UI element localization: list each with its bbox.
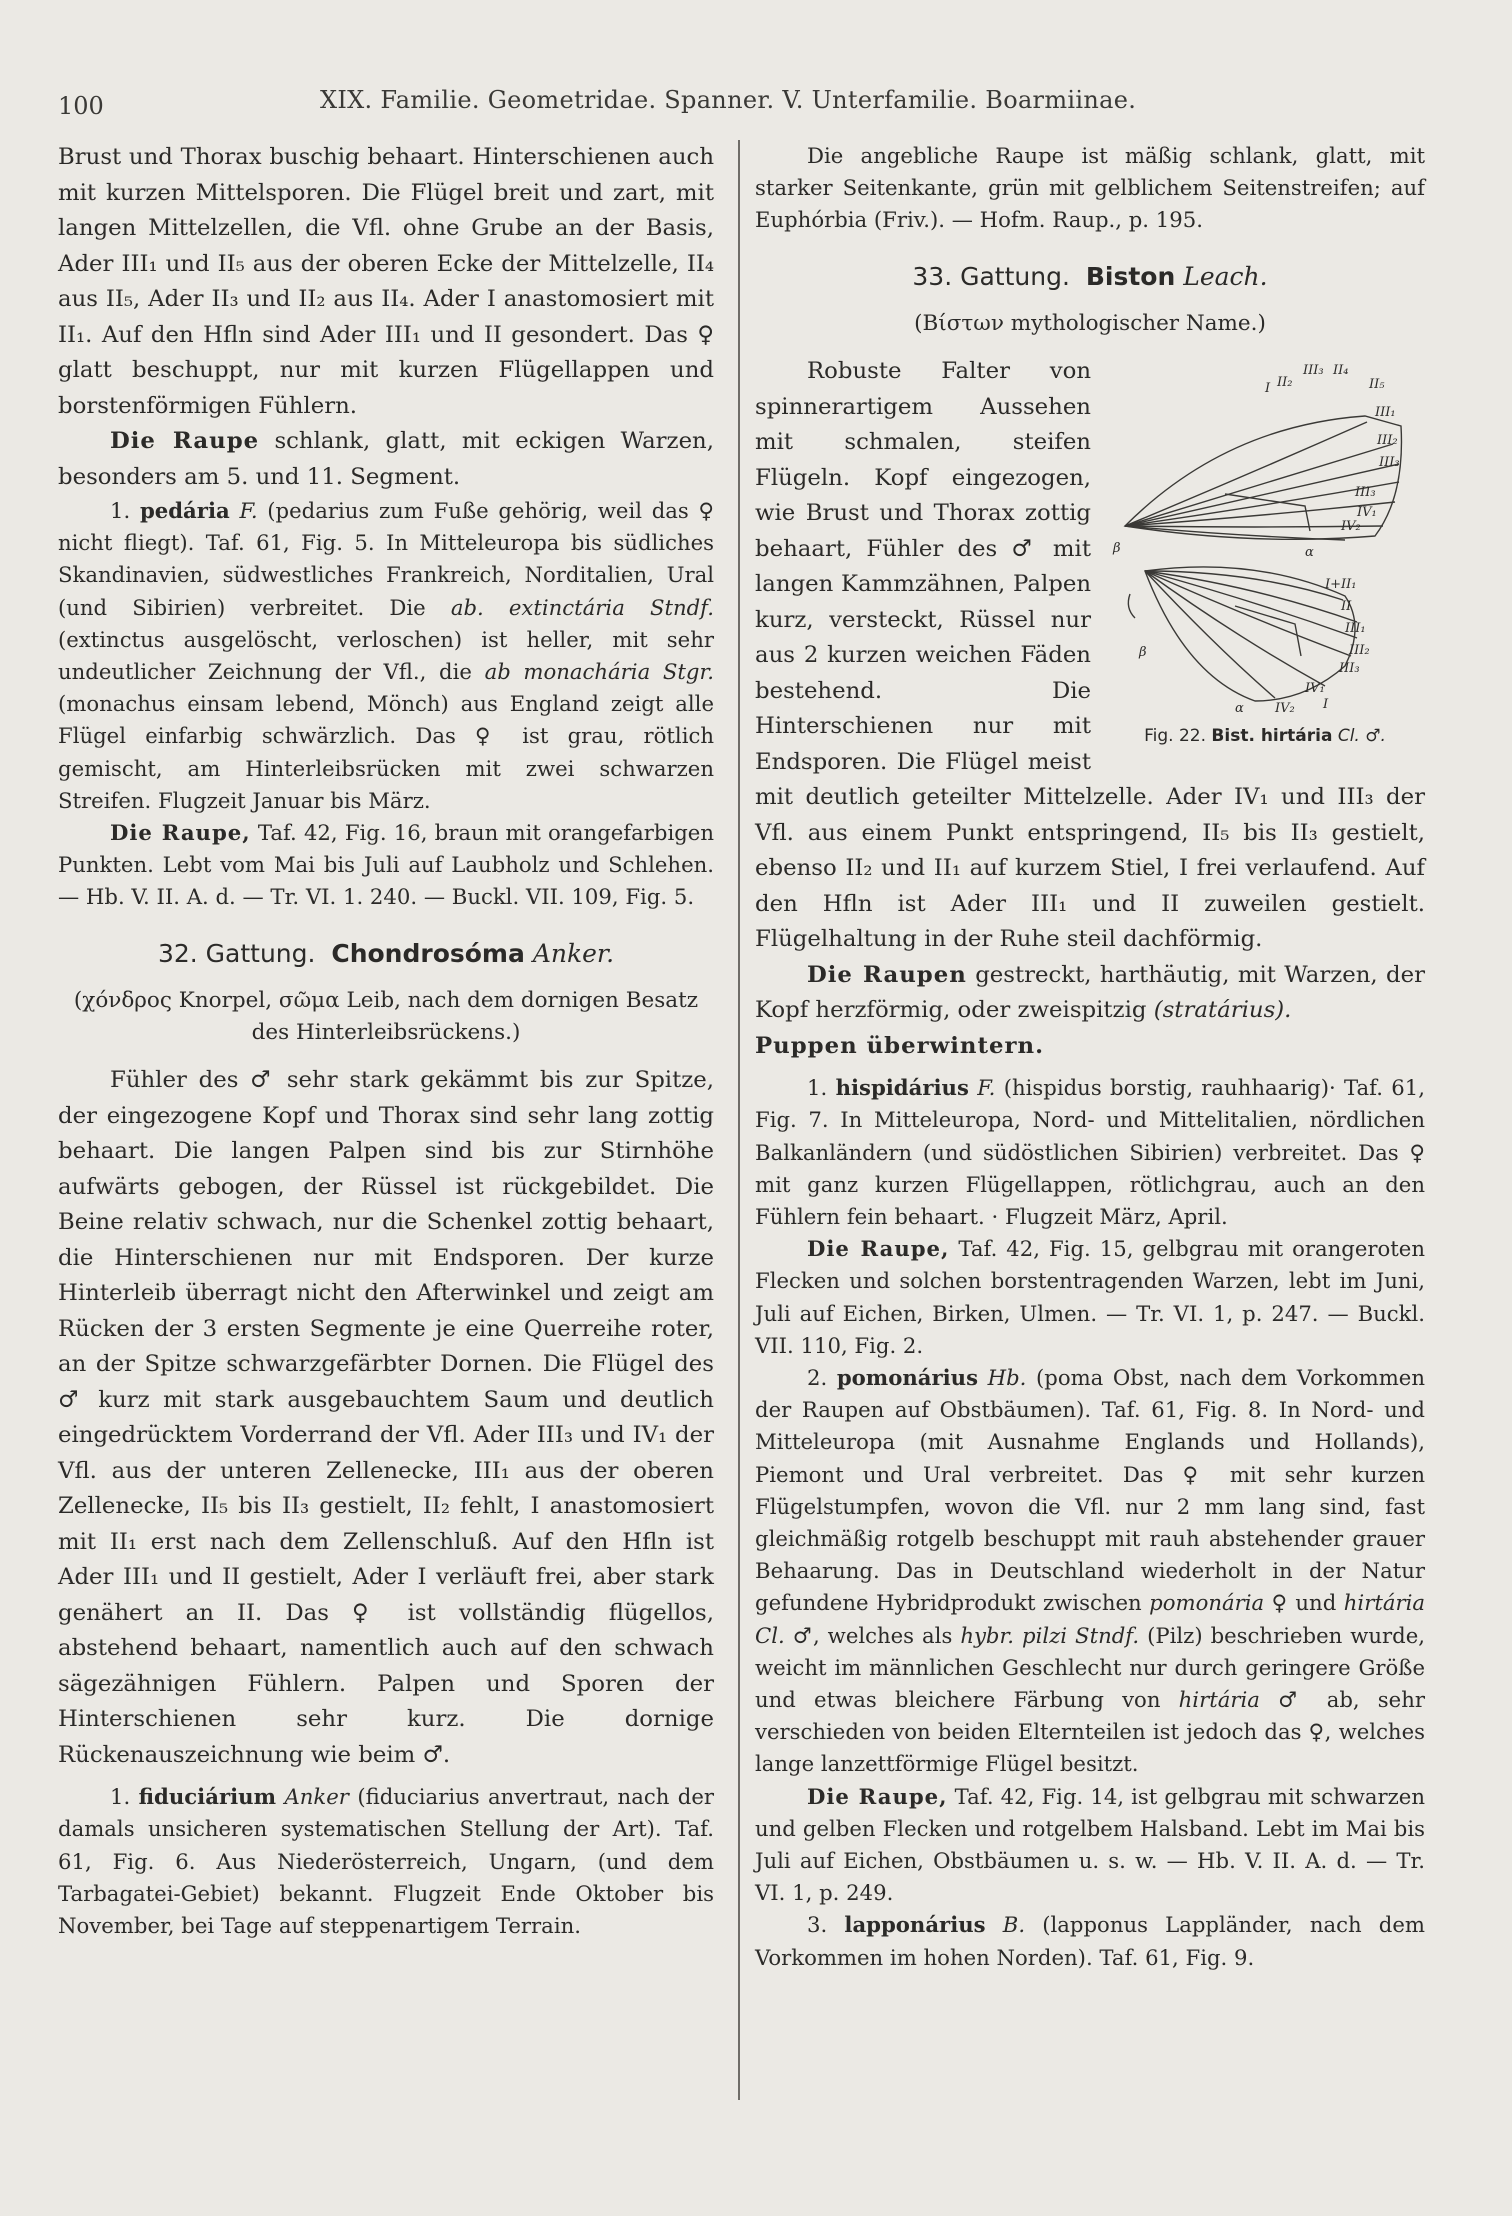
larva-term: Die Raupe, bbox=[110, 820, 251, 846]
genus-number: 33. Gattung. bbox=[912, 261, 1070, 291]
page-number: 100 bbox=[58, 92, 104, 120]
genus-author: Anker. bbox=[532, 938, 615, 968]
species-text: (lapponus Lappländer, nach dem Vorkommen im hohen Norden). Taf. 61, Fig. 9. bbox=[755, 1912, 1425, 1970]
vein-label: III₃ bbox=[1379, 455, 1400, 471]
species-number: 1. bbox=[110, 1784, 131, 1810]
vein-label: β bbox=[1113, 541, 1121, 557]
vein-label: I+II₁ bbox=[1325, 577, 1357, 593]
species-entry-pedaria bbox=[58, 495, 714, 817]
species-name: hispidárius bbox=[835, 1075, 969, 1101]
figure-caption bbox=[1105, 719, 1425, 755]
larva-paragraph bbox=[58, 424, 714, 495]
right-column bbox=[755, 140, 1425, 1974]
forewing-vein bbox=[1125, 444, 1393, 526]
species-number: 3. bbox=[807, 1912, 828, 1938]
vein-label: III₁ bbox=[1345, 621, 1366, 637]
larva-term: Die Raupe bbox=[110, 428, 260, 454]
species-number: 1. bbox=[807, 1075, 828, 1101]
running-title: XIX. Familie. Geometridae. Spanner. V. Unterfamilie. Boarmiinae. bbox=[320, 86, 1137, 114]
vein-label: III₂ bbox=[1377, 433, 1398, 449]
vein-label: III₁ bbox=[1375, 405, 1396, 421]
vein-label: I bbox=[1265, 381, 1271, 397]
genus-heading bbox=[755, 259, 1425, 295]
vein-label: α bbox=[1305, 545, 1314, 561]
genus-etymology: (Βίστων mythologischer Name.) bbox=[914, 311, 1266, 337]
species-text: (extinctus ausgelöscht, verloschen) ist heller, mit sehr undeutlicher Zeichnung der Vfl., die bbox=[58, 626, 714, 685]
species-ref: hirtária Cl. bbox=[755, 1590, 1426, 1648]
larva-term: Die Raupen bbox=[807, 961, 967, 988]
species-text: ♂, welches als bbox=[784, 1622, 961, 1648]
figure-author: Cl. ♂. bbox=[1337, 725, 1386, 746]
genus-description-continued: Brust und Thorax buschig behaart. Hinterschienen auch mit kurzen Mittelsporen. Die Flügel breit und zart, mit langen Mittelzellen, die Vfl. ohne Grube an der Basis, Ader III₁ und II₅ aus der oberen Ecke der Mittelzelle, II₄ aus II₅, Ader II₃ und II₂ aus II₄. Ader I anastomosiert mit II₁. Auf den Hfln sind Ader III₁ und II gesondert. Das ♀ glatt beschuppt, nur mit kurzen Flügellappen und borstenförmigen Fühlern. bbox=[58, 144, 714, 419]
species-ref: hirtária bbox=[1178, 1686, 1260, 1712]
vein-label: III₃ bbox=[1355, 485, 1376, 501]
larva-paragraph bbox=[755, 958, 1425, 1065]
species-name: pomonárius bbox=[836, 1364, 979, 1390]
wing-venation-figure bbox=[1105, 356, 1425, 754]
species-author: Anker bbox=[284, 1784, 349, 1810]
vein-label: IV₁ bbox=[1305, 681, 1325, 697]
genus-description: Robuste Falter von spinnerartigem Aussehen mit schmalen, steifen Flügeln. Kopf eingezogen, wie Brust und Thorax zottig behaart, Fühler des ♂ mit langen Kammzähnen, Palpen kurz, versteckt, Rüssel nur aus 2 kurzen weichen Fäden bestehend. Die Hinterschienen nur mit Endsporen. Die Flügel meist mit deutlich geteilter Mittelzelle. Ader IV₁ und III₃ der Vfl. aus einem Punkt entspringend, II₅ bis II₃ gestielt, ebenso II₂ und II₁ auf kurzem Stiel, I frei verlaufend. Auf den Hfln ist Ader III₁ und II zuweilen gestielt. Flügelhaltung in der Ruhe steil dachförmig. bbox=[755, 358, 1425, 953]
aberration-name: ab monachária Stgr. bbox=[484, 659, 714, 685]
genus-name: Chondrosóma bbox=[331, 938, 525, 968]
vein-label: β bbox=[1139, 645, 1147, 661]
species-ref: pomonária bbox=[1149, 1590, 1265, 1616]
larva-paragraph bbox=[755, 1233, 1425, 1362]
species-author: B. bbox=[1002, 1912, 1026, 1938]
page-header bbox=[58, 86, 1438, 126]
species-text: (Pilz) beschrieben wurde, weicht im männlichen Geschlecht nur durch geringere Größe und etwas bleichere Färbung von bbox=[755, 1622, 1425, 1712]
larva-text: Taf. 42, Fig. 14, ist gelbgrau mit schwarzen und gelben Flecken und rotgelbem Halsband. Lebt im Mai bis Juli auf Eichen, Obstbäumen u. s. w. — Hb. V. II. A. d. — Tr. VI. 1, p. 249. bbox=[755, 1783, 1425, 1906]
species-text: (monachus einsam lebend, Mönch) aus England zeigt alle Flügel einfarbig schwärzlich. Das ♀ ist grau, rötlich gemischt, am Hinterleibsrücken mit zwei schwarzen Streifen. Flugzeit Januar bis März. bbox=[58, 691, 714, 813]
genus-description: Fühler des ♂ sehr stark gekämmt bis zur Spitze, der eingezogene Kopf und Thorax sind sehr lang zottig behaart. Die langen Palpen sind bis zur Stirnhöhe aufwärts gebogen, der Rüssel ist rückgebildet. Die Beine relativ schwach, nur die Schenkel zottig behaart, die Hinterschienen nur mit Endsporen. Der kurze Hinterleib überragt nicht den Afterwinkel und zeigt am Rücken der 3 ersten Segmente je eine Querreihe roter, an der Spitze schwarzgefärbter Dornen. Die Flügel des ♂ kurz mit stark ausgebauchtem Saum und deutlich eingedrücktem Vorderrand der Vfl. Ader III₃ und IV₁ der Vfl. aus der unteren Zellenecke, III₁ aus der oberen Zellenecke, II₅ bis II₃ gestielt, II₂ fehlt, I anastomosiert mit II₁ erst nach dem Zellenschluß. Auf den Hfln ist Ader III₁ und II gestielt, Ader I verläuft frei, aber stark genähert an II. Das ♀ ist vollständig flügellos, abstehend behaart, namentlich auch auf den schwach sägezähnigen Fühlern. Palpen und Sporen der Hinterschienen sehr kurz. Die dornige Rückenauszeichnung wie beim ♂. bbox=[58, 1067, 714, 1768]
vein-label: III₃ bbox=[1339, 661, 1360, 677]
vein-label: II₄ bbox=[1333, 363, 1349, 379]
species-text: (hispidus borstig, rauhhaarig)· Taf. 61, Fig. 7. In Mitteleuropa, Nord- und Mittelitalien, nördlichen Balkanländern (und südöstlichen Sibirien) verbreitet. Das ♀ mit ganz kurzen Flügellappen, rötlichgrau, auch an den Fühlern fein behaart. · Flugzeit März, April. bbox=[755, 1075, 1425, 1229]
hybrid-name: hybr. pilzi Stndf. bbox=[960, 1622, 1140, 1648]
species-author: F. bbox=[239, 498, 258, 523]
species-entry-fiduciarium bbox=[58, 1781, 714, 1942]
larva-text: Taf. 42, Fig. 15, gelbgrau mit orangeroten Flecken und solchen borstentragenden Warzen, lebt im Juni, Juli auf Eichen, Birken, Ulmen. — Tr. VI. 1, p. 247. — Buckl. VII. 110, Fig. 2. bbox=[755, 1236, 1425, 1358]
left-column bbox=[58, 140, 714, 1942]
species-entry-lapponarius bbox=[755, 1909, 1425, 1973]
species-text: (pedarius zum Fuße gehörig, weil das ♀ nicht fliegt). Taf. 61, Fig. 5. In Mitteleuropa bis südliches Skandinavien, südwestliches Frankreich, Norditalien, Ural (und Sibirien) verbreitet. Die bbox=[58, 498, 714, 620]
species-entry-hispidarius bbox=[755, 1072, 1425, 1233]
larva-text: gestreckt, harthäutig, mit Warzen, der Kopf herzförmig, oder zweispitzig bbox=[755, 961, 1425, 1024]
figure-number: Fig. 22. bbox=[1144, 725, 1207, 746]
frenulum-beta bbox=[1128, 594, 1135, 618]
vein-label: IV₂ bbox=[1275, 701, 1295, 717]
vein-label: IV₂ bbox=[1341, 519, 1361, 535]
vein-label: III₂ bbox=[1349, 643, 1370, 659]
larva-paragraph bbox=[58, 817, 714, 914]
larva-paragraph: Die angebliche Raupe ist mäßig schlank, glatt, mit starker Seitenkante, grün mit gelblichem Seitenstreifen; auf Euphórbia (Friv.). — Hofm. Raup., p. 195. bbox=[755, 143, 1425, 233]
genus-etymology: (χόνδρος Knorpel, σῶμα Leib, nach dem dornigen Besatz des Hinterleibsrückens.) bbox=[73, 988, 699, 1046]
species-name: fiduciárium bbox=[138, 1784, 276, 1810]
larva-text: schlank, glatt, mit eckigen Warzen, besonders am 5. und 11. Segment. bbox=[58, 428, 714, 490]
species-author: F. bbox=[977, 1075, 996, 1101]
vein-label: α bbox=[1235, 701, 1244, 717]
larva-text: Taf. 42, Fig. 16, braun mit orangefarbigen Punkten. Lebt vom Mai bis Juli auf Laubholz und Schlehen. — Hb. V. II. A. d. — Tr. VI. 1. 240. — Buckl. VII. 109, Fig. 5. bbox=[58, 820, 714, 910]
column-divider bbox=[738, 140, 740, 2100]
species-name: lapponárius bbox=[844, 1912, 986, 1938]
figure-species: Bist. hirtária bbox=[1211, 725, 1333, 746]
genus-author: Leach. bbox=[1183, 261, 1268, 291]
species-text: ♀ und bbox=[1264, 1590, 1344, 1616]
species-author: Hb. bbox=[987, 1364, 1027, 1390]
larva-example: (stratárius). bbox=[1153, 997, 1292, 1024]
wing-venation-diagram bbox=[1105, 356, 1425, 726]
species-number: 1. bbox=[110, 498, 131, 523]
genus-number: 32. Gattung. bbox=[157, 938, 316, 968]
species-entry-pomonarius bbox=[755, 1362, 1425, 1781]
vein-label: II₅ bbox=[1369, 377, 1385, 393]
genus-heading bbox=[58, 936, 714, 972]
pupae-note: Puppen überwintern. bbox=[755, 1032, 1045, 1059]
aberration-name: ab. extinctária Stndf. bbox=[450, 594, 714, 620]
vein-label: I bbox=[1323, 697, 1329, 713]
vein-label: II bbox=[1341, 599, 1352, 615]
species-text: (fiduciarius anvertraut, nach der damals unsicheren systematischen Stellung der Art). Taf. 61, Fig. 6. Aus Niederösterreich, Ungarn, (und dem Tarbagatei-Gebiet) bekannt. Flugzeit Ende Oktober bis November, bei Tage auf steppenartigem Terrain. bbox=[58, 1784, 714, 1938]
species-text: (poma Obst, nach dem Vorkommen der Raupen auf Obstbäumen). Taf. 61, Fig. 8. In Nord- und Mitteleuropa (mit Ausnahme Englands und Hollands), Piemont und Ural verbreitet. Das ♀ mit sehr kurzen Flügelstumpfen, wovon die Vfl. nur 2 mm lang sind, fast gleichmäßig rotgelb beschuppt mit rauh abstehender grauer Behaarung. Das in Deutschland wiederholt in der Natur gefundene Hybridprodukt zwischen bbox=[755, 1364, 1425, 1616]
genus-name: Biston bbox=[1085, 261, 1176, 291]
species-name: pedária bbox=[139, 498, 230, 523]
larva-paragraph bbox=[755, 1781, 1425, 1910]
vein-label: III₃ bbox=[1303, 363, 1324, 379]
larva-term: Die Raupe, bbox=[807, 1783, 948, 1809]
species-text: ♂ ab, sehr verschieden von beiden Elternteilen ist jedoch das ♀, welches lange lanzettförmige Flügel besitzt. bbox=[755, 1686, 1425, 1777]
hindwing-vein bbox=[1145, 571, 1351, 656]
larva-term: Die Raupe, bbox=[807, 1236, 950, 1262]
vein-label: II₂ bbox=[1277, 375, 1293, 391]
vein-label: IV₁ bbox=[1357, 505, 1377, 521]
forewing-vein bbox=[1125, 422, 1367, 526]
species-number: 2. bbox=[807, 1364, 828, 1390]
